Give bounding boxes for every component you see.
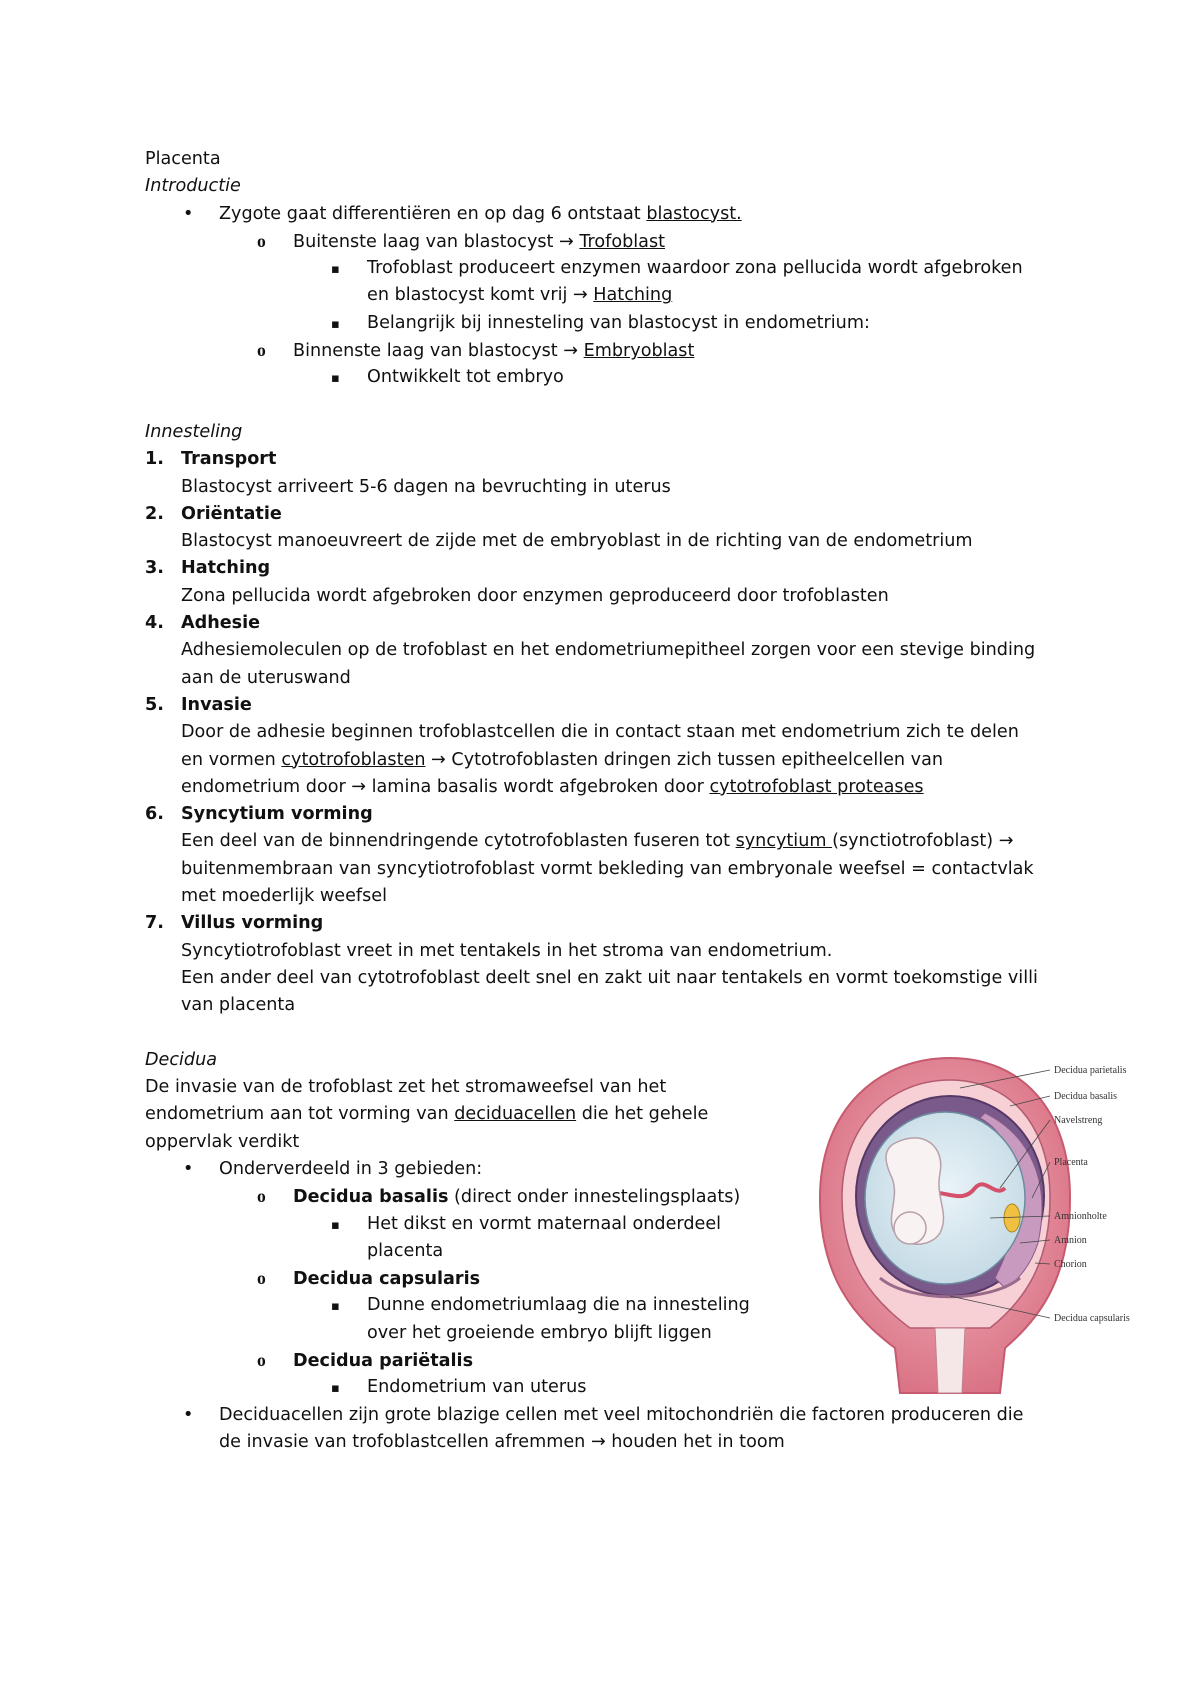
arrow-icon: → xyxy=(572,285,588,306)
list-item: •Zygote gaat differentiëren en op dag 6 ontstaat blastocyst. xyxy=(145,201,1085,228)
numbered-item-text: Blastocyst arriveert 5-6 dagen na bevruchting in uterus xyxy=(181,476,671,497)
arrow-icon: → xyxy=(590,1431,606,1452)
arrow-icon: → xyxy=(563,341,579,362)
numbered-item-text: met moederlijk weefsel xyxy=(181,886,387,907)
label-decidua-basalis: Decidua basalis xyxy=(1054,1091,1118,1102)
term-link: Hatching xyxy=(593,285,673,306)
list-item: oBuitenste laag van blastocyst → Trofoblast xyxy=(145,228,1085,255)
numbered-item-text: buitenmembraan van syncytiotrofoblast vormt bekleding van embryonale weefsel = contactvlak xyxy=(181,858,1034,879)
bullet-icon xyxy=(145,1402,219,1429)
section-heading-decidua: Decidua xyxy=(145,1049,218,1070)
term-link: Embryoblast xyxy=(583,341,695,362)
page-title: Placenta xyxy=(145,149,221,169)
label-placenta: Placenta xyxy=(1054,1157,1088,1168)
numbered-item-title: 5. Invasie xyxy=(145,694,252,715)
term-link: Trofoblast xyxy=(579,231,666,252)
numbered-item-text: Syncytiotrofoblast vreet in met tentakels in het stroma van endometrium. xyxy=(181,940,833,961)
numbered-item-text: Zona pellucida wordt afgebroken door enzymen geproduceerd door trofoblasten xyxy=(181,585,889,606)
list-item: ▪Ontwikkelt tot embryo xyxy=(145,364,1085,391)
bullet-icon xyxy=(145,201,219,228)
arrow-icon: → xyxy=(351,776,367,797)
numbered-item-text: Adhesiemoleculen op de trofoblast en het endometriumepitheel zorgen voor een stevige binding xyxy=(181,640,1036,661)
term-link: blastocyst. xyxy=(646,203,742,224)
term-link: cytotrofoblasten xyxy=(281,749,426,770)
list-item: ▪Trofoblast produceert enzymen waardoor zona pellucida wordt afgebroken xyxy=(145,255,1085,282)
numbered-item-title: 1. Transport xyxy=(145,449,277,470)
circle-bullet-icon xyxy=(219,228,293,256)
list-item: ▪Dunne endometriumlaag die na innesteling xyxy=(145,1292,1085,1319)
list-item-continued: placenta xyxy=(367,1240,444,1261)
label-amnionholte: Amnionholte xyxy=(1054,1211,1107,1222)
circle-bullet-icon xyxy=(219,1347,293,1375)
uterus-illustration xyxy=(800,1048,1195,1398)
label-amnion: Amnion xyxy=(1054,1235,1087,1246)
list-item: oBinnenste laag van blastocyst → Embryoblast xyxy=(145,337,1085,364)
section-heading-introductie: Introductie xyxy=(145,176,241,197)
list-item: •Onderverdeeld in 3 gebieden: xyxy=(145,1156,1085,1183)
list-item: ▪Het dikst en vormt maternaal onderdeel xyxy=(145,1211,1085,1238)
numbered-item-text: Een ander deel van cytotrofoblast deelt snel en zakt uit naar tentakels en vormt toekomstige villi xyxy=(181,967,1038,988)
square-bullet-icon xyxy=(293,1292,367,1320)
numbered-item-text: van placenta xyxy=(181,995,296,1016)
numbered-item-text: aan de uteruswand xyxy=(181,667,351,688)
numbered-item-text: endometrium door → lamina basalis wordt afgebroken door cytotrofoblast proteases xyxy=(181,776,924,797)
amnion-cavity xyxy=(865,1112,1025,1284)
list-item: ▪Endometrium van uterus xyxy=(145,1374,1085,1401)
square-bullet-icon xyxy=(293,1374,367,1402)
circle-bullet-icon xyxy=(219,1265,293,1293)
numbered-item-text: Door de adhesie beginnen trofoblastcellen die in contact staan met endometrium zich te delen xyxy=(181,722,1019,743)
numbered-item-title: 3. Hatching xyxy=(145,558,271,579)
list-item-continued: de invasie van trofoblastcellen afremmen → houden het in toom xyxy=(219,1431,785,1452)
numbered-item-title: 7. Villus vorming xyxy=(145,913,324,934)
square-bullet-icon xyxy=(293,310,367,338)
circle-bullet-icon xyxy=(219,337,293,365)
arrow-icon: → xyxy=(998,831,1014,852)
term-link: cytotrofoblast proteases xyxy=(709,776,924,797)
numbered-item-text: Blastocyst manoeuvreert de zijde met de embryoblast in de richting van de endometrium xyxy=(181,531,973,552)
arrow-icon: → xyxy=(559,231,574,252)
list-item: oDecidua basalis (direct onder innestelingsplaats) xyxy=(145,1183,1085,1210)
list-item: oDecidua pariëtalis xyxy=(145,1347,1085,1374)
label-chorion: Chorion xyxy=(1054,1259,1087,1270)
list-item-continued: en blastocyst komt vrij → Hatching xyxy=(367,285,673,306)
numbered-item-text: en vormen cytotrofoblasten → Cytotrofoblasten dringen zich tussen epitheelcellen van xyxy=(181,749,944,770)
embryo-head xyxy=(894,1212,926,1244)
arrow-icon: → xyxy=(425,749,452,770)
numbered-item-title: 4. Adhesie xyxy=(145,613,261,634)
term-link: syncytium xyxy=(735,831,833,852)
yolk-sac xyxy=(1004,1204,1020,1232)
cervix xyxy=(935,1328,965,1393)
list-item: •Deciduacellen zijn grote blazige cellen met veel mitochondriën die factoren produceren die xyxy=(145,1402,1085,1429)
paragraph-line: oppervlak verdikt xyxy=(145,1131,300,1152)
numbered-item-title: 6. Syncytium vorming xyxy=(145,804,373,825)
label-decidua-capsularis: Decidua capsularis xyxy=(1054,1313,1130,1324)
numbered-item-text: Een deel van de binnendringende cytotrofoblasten fuseren tot syncytium (synctiotrofoblast) → xyxy=(181,831,1014,852)
term-link: deciduacellen xyxy=(454,1104,577,1125)
paragraph-line: De invasie van de trofoblast zet het stromaweefsel van het xyxy=(145,1077,667,1098)
circle-bullet-icon xyxy=(219,1183,293,1211)
label-decidua-parietalis: Decidua parietalis xyxy=(1054,1065,1127,1076)
square-bullet-icon xyxy=(293,255,367,283)
paragraph-line: endometrium aan tot vorming van deciduacellen die het gehele xyxy=(145,1104,709,1125)
label-navelstreng: Navelstreng xyxy=(1054,1115,1103,1126)
uterus-diagram xyxy=(800,1048,1195,1398)
numbered-item-title: 2. Oriëntatie xyxy=(145,503,282,524)
list-item: oDecidua capsularis xyxy=(145,1265,1085,1292)
square-bullet-icon xyxy=(293,1211,367,1239)
square-bullet-icon xyxy=(293,364,367,392)
section-heading-innesteling: Innesteling xyxy=(145,421,243,442)
list-item: ▪Belangrijk bij innesteling van blastocyst in endometrium: xyxy=(145,310,1085,337)
list-item-continued: over het groeiende embryo blijft liggen xyxy=(367,1322,712,1343)
bullet-icon xyxy=(145,1156,219,1183)
